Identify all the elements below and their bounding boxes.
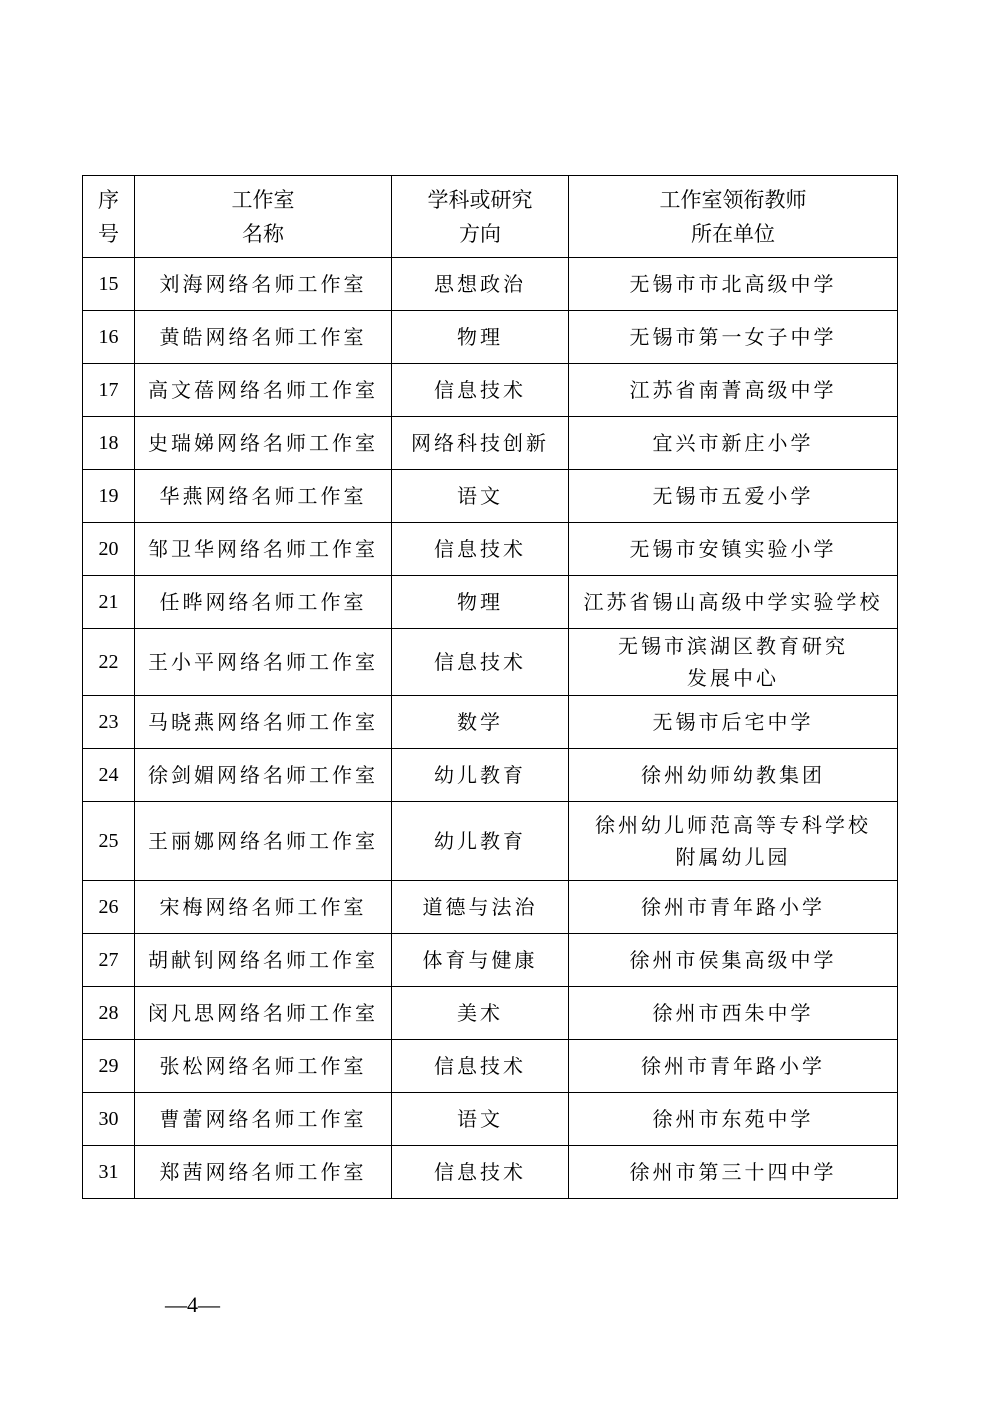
table-row [83,470,898,523]
row-subject: 物理 [392,311,569,364]
header-name-line2: 名称 [242,221,284,246]
row-num: 24 [83,749,135,802]
row-num: 17 [83,364,135,417]
table-row [83,749,898,802]
row-unit [569,470,898,523]
row-subject: 信息技术 [392,629,569,696]
row-subject: 思想政治 [392,258,569,311]
row-subject: 信息技术 [392,364,569,417]
row-num: 23 [83,696,135,749]
row-subject: 幼儿教育 [392,802,569,881]
row-num: 28 [83,987,135,1040]
header-name-line1: 工作室 [231,187,295,212]
row-unit-line: 宜兴市新庄小学 [652,431,814,455]
header-num [83,176,135,258]
header-unit [569,176,898,258]
row-studio-name: 刘海网络名师工作室 [135,258,392,311]
row-studio-name: 胡献钊网络名师工作室 [135,934,392,987]
table-row [83,1093,898,1146]
row-unit-line: 徐州市青年路小学 [641,1054,825,1078]
row-unit [569,1093,898,1146]
header-row [83,176,898,258]
row-num: 18 [83,417,135,470]
header-subject-line2: 方向 [459,221,501,246]
row-subject: 信息技术 [392,1040,569,1093]
row-studio-name: 张松网络名师工作室 [135,1040,392,1093]
row-num: 15 [83,258,135,311]
row-studio-name: 闵凡思网络名师工作室 [135,987,392,1040]
row-unit-line: 江苏省锡山高级中学实验学校 [583,590,883,614]
row-unit [569,311,898,364]
header-num-line2: 号 [98,221,119,246]
table-row [83,802,898,881]
row-num: 31 [83,1146,135,1199]
table-row [83,987,898,1040]
table-row [83,311,898,364]
row-unit [569,523,898,576]
row-unit-line: 发展中心 [687,666,779,690]
table-row [83,881,898,934]
row-num: 27 [83,934,135,987]
row-unit [569,802,898,881]
row-unit [569,364,898,417]
row-unit-line: 无锡市五爱小学 [652,484,814,508]
table-row [83,934,898,987]
row-unit [569,1146,898,1199]
row-subject: 幼儿教育 [392,749,569,802]
row-unit [569,749,898,802]
table-header [83,176,898,258]
row-studio-name: 史瑞娣网络名师工作室 [135,417,392,470]
row-subject: 语文 [392,1093,569,1146]
row-studio-name: 郑茜网络名师工作室 [135,1146,392,1199]
table-row [83,364,898,417]
row-unit-line: 徐州市青年路小学 [641,895,825,919]
row-studio-name: 华燕网络名师工作室 [135,470,392,523]
row-num: 21 [83,576,135,629]
row-studio-name: 黄皓网络名师工作室 [135,311,392,364]
row-unit [569,629,898,696]
header-unit-line1: 工作室领衔教师 [659,187,807,212]
row-unit-line: 无锡市后宅中学 [652,710,814,734]
row-num: 19 [83,470,135,523]
row-unit [569,258,898,311]
table-row [83,258,898,311]
table-row [83,696,898,749]
row-subject: 美术 [392,987,569,1040]
header-name [135,176,392,258]
row-studio-name: 宋梅网络名师工作室 [135,881,392,934]
page-number: —4— [165,1292,220,1317]
row-num: 22 [83,629,135,696]
row-unit-line: 徐州幼师幼教集团 [641,763,825,787]
row-studio-name: 马晓燕网络名师工作室 [135,696,392,749]
row-unit-line: 无锡市滨湖区教育研究 [618,634,848,658]
row-unit [569,987,898,1040]
row-unit [569,696,898,749]
row-subject: 语文 [392,470,569,523]
row-unit-line: 徐州市东苑中学 [652,1107,814,1131]
row-num: 26 [83,881,135,934]
row-num: 25 [83,802,135,881]
row-studio-name: 王小平网络名师工作室 [135,629,392,696]
row-unit [569,934,898,987]
row-subject: 物理 [392,576,569,629]
row-num: 29 [83,1040,135,1093]
header-num-line1: 序 [98,187,119,212]
header-subject [392,176,569,258]
row-subject: 道德与法治 [392,881,569,934]
table-row [83,523,898,576]
row-studio-name: 王丽娜网络名师工作室 [135,802,392,881]
row-unit-line: 无锡市安镇实验小学 [629,537,837,561]
row-num: 16 [83,311,135,364]
row-subject: 信息技术 [392,1146,569,1199]
table-body [83,258,898,1199]
table-row [83,1040,898,1093]
table-row [83,576,898,629]
row-unit [569,881,898,934]
row-unit-line: 徐州市侯集高级中学 [629,948,837,972]
studio-list-table [82,175,898,1199]
row-studio-name: 邹卫华网络名师工作室 [135,523,392,576]
row-unit-line: 徐州幼儿师范高等专科学校 [595,813,871,837]
row-unit-line: 江苏省南菁高级中学 [629,378,837,402]
row-subject: 体育与健康 [392,934,569,987]
row-studio-name: 曹蕾网络名师工作室 [135,1093,392,1146]
row-unit-line: 徐州市西朱中学 [652,1001,814,1025]
row-subject: 信息技术 [392,523,569,576]
row-studio-name: 徐剑媚网络名师工作室 [135,749,392,802]
header-unit-line2: 所在单位 [691,221,775,246]
table-row [83,1146,898,1199]
row-unit-line: 徐州市第三十四中学 [629,1160,837,1184]
row-unit-line: 附属幼儿园 [675,845,791,869]
row-subject: 网络科技创新 [392,417,569,470]
row-studio-name: 高文蓓网络名师工作室 [135,364,392,417]
row-unit-line: 无锡市市北高级中学 [629,272,837,296]
row-unit [569,1040,898,1093]
table-row [83,629,898,696]
table-row [83,417,898,470]
row-unit-line: 无锡市第一女子中学 [629,325,837,349]
row-studio-name: 任晔网络名师工作室 [135,576,392,629]
row-num: 20 [83,523,135,576]
row-subject: 数学 [392,696,569,749]
row-num: 30 [83,1093,135,1146]
row-unit [569,576,898,629]
header-subject-line1: 学科或研究 [427,187,533,212]
row-unit [569,417,898,470]
